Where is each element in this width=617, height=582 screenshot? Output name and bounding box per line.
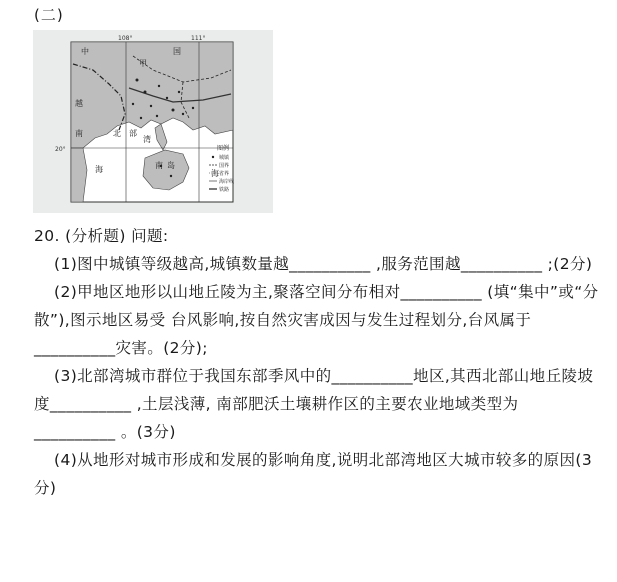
- map-region-label: 甲: [139, 59, 147, 68]
- section-label: (二): [34, 6, 64, 24]
- question-part-1: (1)图中城镇等级越高,城镇数量越__________ ,服务范围越__________ ;(2分): [54, 255, 593, 273]
- map-label-108: 108°: [118, 35, 133, 42]
- question-part-4: (4)从地形对城市形成和发展的影响角度,说明北部湾地区大城市较多的原因(3分): [34, 451, 593, 497]
- map-label-111: 111°: [191, 35, 206, 42]
- legend-item: 省界: [219, 171, 230, 177]
- question-part-3: (3)北部湾城市群位于我国东部季风中的__________地区,其西北部山地丘陵坡度__________ ,土层浅薄, 南部肥沃土壤耕作区的主要农业地域类型为__________ 。(3分): [34, 367, 594, 441]
- question-header: 20. (分析题) 问题:: [34, 227, 169, 245]
- question-part-2: (2)甲地区地形以山地丘陵为主,聚落空间分布相对__________ (填“集中”或“分散”),图示地区易受 台风影响,按自然灾害成因与发生过程划分,台风属于__________灾害。(2分);: [34, 283, 599, 357]
- map-label-20: 20°: [55, 146, 66, 153]
- map-region-label: 湾: [143, 135, 151, 144]
- legend-item: 铁路: [219, 187, 230, 193]
- map-region-label: 中: [81, 47, 89, 56]
- map-region-label: 南: [155, 161, 163, 170]
- legend-item: 国界: [219, 163, 230, 169]
- map-region-label: 国: [173, 47, 181, 56]
- legend-item: 海岸线: [219, 179, 235, 185]
- map-region-label: 海: [95, 165, 103, 174]
- legend-item: 城镇: [219, 155, 230, 161]
- map-region-label: 北: [113, 129, 121, 138]
- legend-title: 图例: [217, 145, 230, 152]
- question-block: [34, 222, 599, 502]
- map-region-label: 越: [75, 99, 83, 108]
- map-region-label: 部: [129, 129, 137, 138]
- map-region-label: 岛: [167, 161, 175, 170]
- map-region-label: 海: [211, 169, 219, 178]
- map-graphic: [33, 30, 273, 213]
- map-region-label: 南: [75, 129, 83, 138]
- map-figure: [33, 30, 273, 213]
